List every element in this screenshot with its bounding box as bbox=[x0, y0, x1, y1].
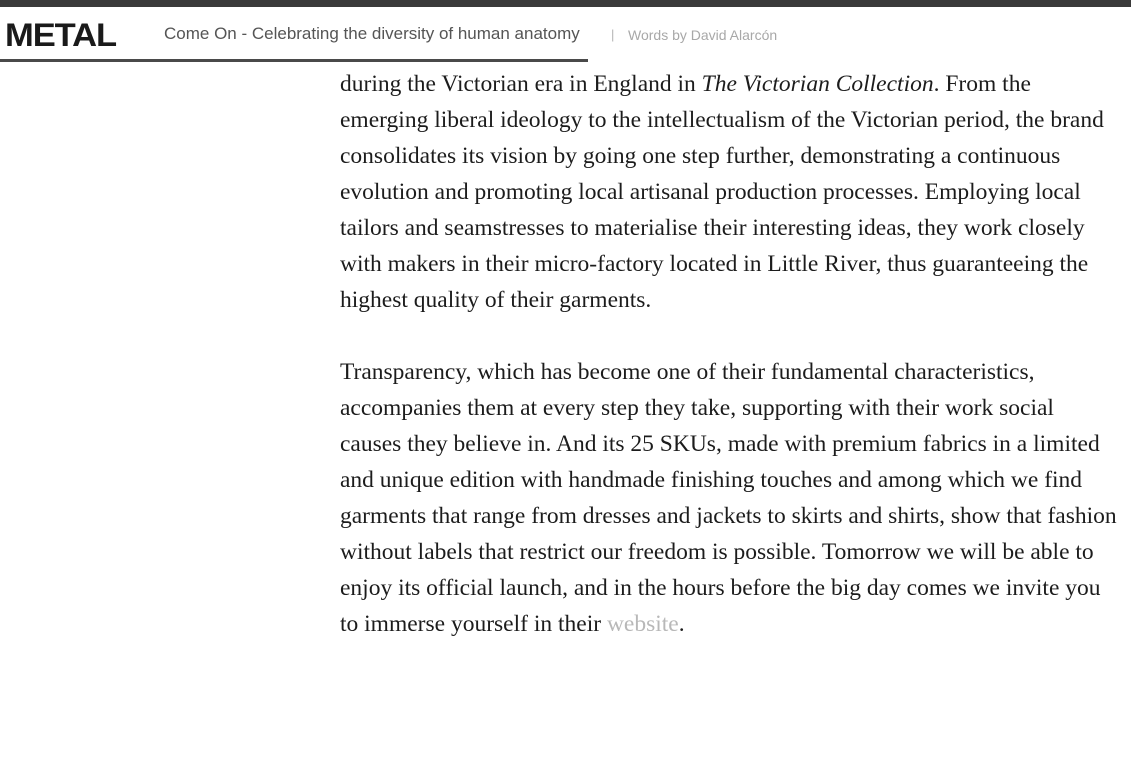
paragraph-1-rest: . From the emerging liberal ideology to the intellectualism of the Victorian period, the brand consolidates its vision by going one step further, demonstrating a continuous evolution and promoting local artisanal production processes. Employing local tailors and seamstresses to materialise their interesting ideas, they work closely with makers in their micro-factory located in Little River, thus guaranteeing the highest quality of their garments. bbox=[340, 71, 1104, 313]
paragraph-1 bbox=[340, 66, 1120, 318]
paragraph-2 bbox=[340, 354, 1120, 642]
top-strip bbox=[0, 0, 1131, 7]
reading-progress-fill bbox=[0, 59, 588, 62]
website-link[interactable]: website bbox=[606, 611, 679, 637]
paragraph-1-lead: during the Victorian era in England in bbox=[340, 71, 702, 97]
article-title: Come On - Celebrating the diversity of human anatomy bbox=[164, 24, 580, 43]
byline: Words by David Alarcón bbox=[628, 27, 778, 43]
paragraph-2-text: Transparency, which has become one of their fundamental characteristics, accompanies them at every step they take, supporting with their work social causes they believe in. And its 25 SKUs, made with premium fabrics in a limited and unique edition with handmade finishing touches and among which we find garments that range from dresses and jackets to skirts and shirts, show that fashion without labels that restrict our freedom is possible. Tomorrow we will be able to enjoy its official launch, and in the hours before the big day comes we invite you to immerse yourself in their bbox=[340, 359, 1117, 637]
metal-logo[interactable]: METAL bbox=[5, 17, 117, 53]
site-header bbox=[0, 7, 1131, 62]
header-separator: | bbox=[611, 27, 615, 42]
collection-name: The Victorian Collection bbox=[701, 71, 934, 97]
paragraph-2-end: . bbox=[678, 611, 685, 637]
article-body bbox=[340, 66, 1120, 678]
reading-progress-bar bbox=[0, 59, 1131, 62]
